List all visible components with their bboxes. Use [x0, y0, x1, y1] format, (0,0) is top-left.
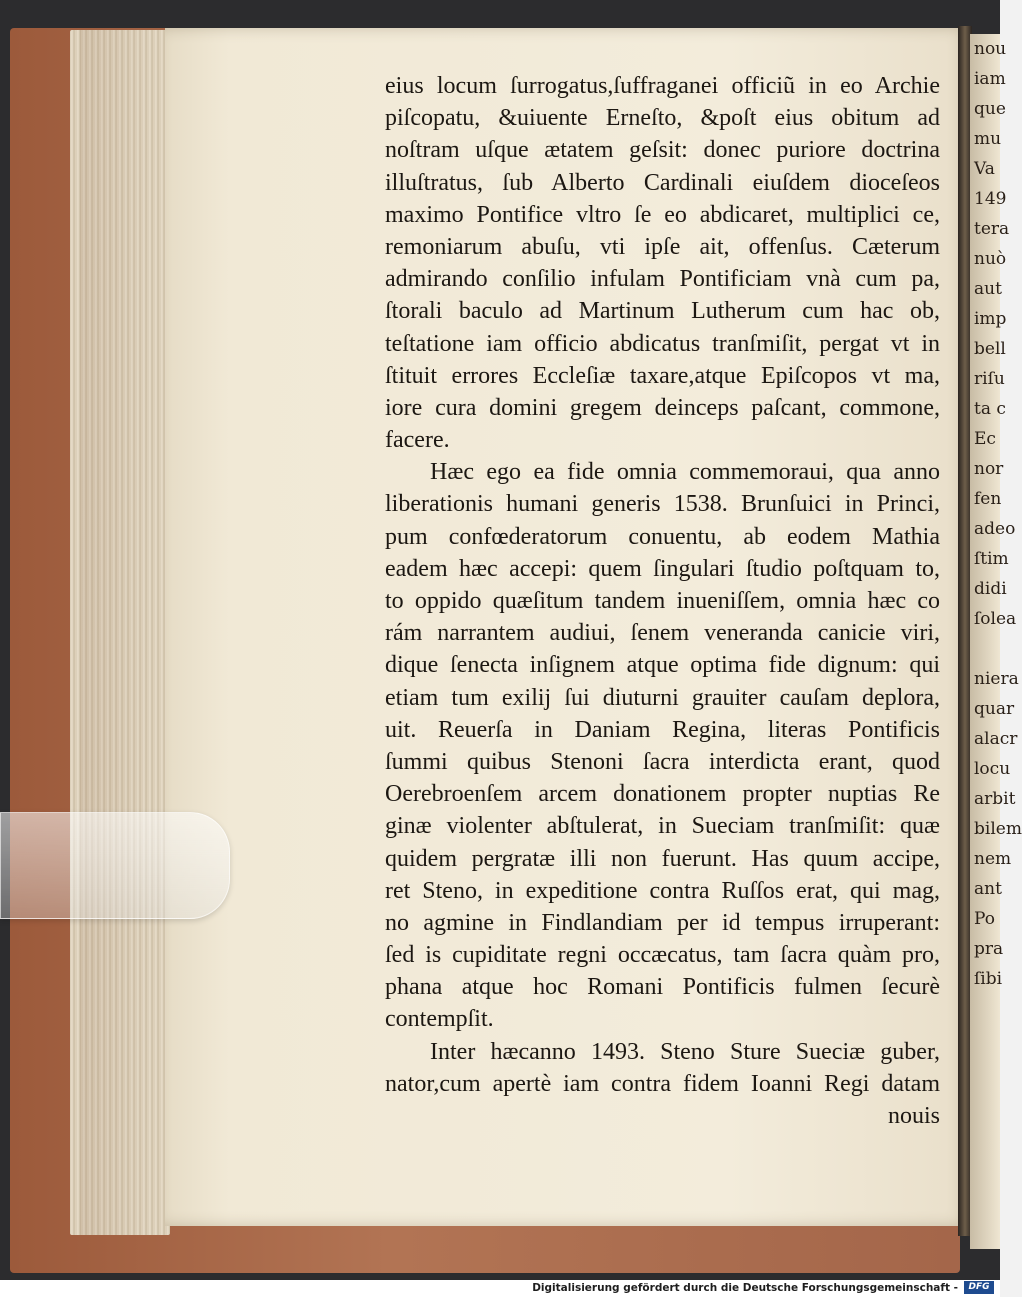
text-line: facere. — [385, 427, 450, 454]
right-page-fragment: ſolea — [974, 609, 1017, 629]
right-page-fragment: imp — [974, 309, 1007, 329]
text-line: liberationis humani generis 1538. Brunſuici in Princi, — [385, 491, 940, 518]
right-page-fragment: tera — [974, 219, 1010, 239]
right-page-fragment: fen — [974, 489, 1002, 509]
text-line: remoniarum abuſu, vti ipſe ait, offenſus. Cæterum — [385, 233, 940, 260]
text-line: ſtituit errores Eccleſiæ taxare,atque Epiſcopos vt ma, — [385, 362, 940, 389]
right-page-fragment: Ec — [974, 429, 996, 449]
text-line: quidem pergratæ illi non fuerunt. Has quum accipe, — [385, 845, 940, 872]
right-page-fragment: ſtim — [974, 549, 1009, 569]
text-line: maximo Pontifice vltro ſe eo abdicaret, multiplici ce, — [385, 201, 940, 228]
text-line: ſed is cupiditate regni occæcatus, tam ſacra quàm pro, — [385, 942, 940, 969]
right-page-fragment: bell — [974, 339, 1006, 359]
right-page-fragment: riſu — [974, 369, 1005, 389]
right-page-fragment: iam — [974, 69, 1006, 89]
dfg-logo: DFG — [964, 1281, 994, 1294]
right-page-fragment: nem — [974, 849, 1012, 869]
right-page-fragment: 149 — [974, 189, 1007, 209]
right-page-fragment: que — [974, 99, 1006, 119]
text-line: etiam tum exilij ſui diuturni grauiter cauſam deplora, — [385, 684, 940, 711]
footer-credit: Digitalisierung gefördert durch die Deutsche Forschungsgemeinschaft - — [532, 1282, 958, 1294]
text-line: ret Steno, in expeditione contra Ruſſos erat, qui mag, — [385, 877, 940, 904]
text-line: rám narrantem audiui, ſenem veneranda canicie viri, — [385, 620, 940, 647]
text-line: admirando conſilio infulam Pontificiam vnà cum pa, — [385, 266, 940, 293]
text-line: teſtatione iam officio abdicatus tranſmiſit, pergat vt in — [385, 330, 940, 357]
text-line: phana atque hoc Romani Pontificis fulmen ſecurè — [385, 974, 940, 1001]
right-page-fragment: mu — [974, 129, 1002, 149]
right-page-fragment: ta c — [974, 399, 1006, 419]
right-page-fragment: pra — [974, 939, 1004, 959]
text-line: eadem hæc accepi: quem ſingulari ſtudio poſtquam to, — [385, 555, 940, 582]
page-clip — [0, 812, 230, 919]
text-line: Oerebroenſem arcem donationem propter nuptias Re — [385, 781, 940, 808]
right-page-fragment: aut — [974, 279, 1002, 299]
right-page-fragment: nuò — [974, 249, 1007, 269]
text-line: piſcopatu, &uiuente Erneſto, &poſt eius obitum ad — [385, 105, 940, 132]
right-page-fragment: alacr — [974, 729, 1018, 749]
text-line: dique ſenecta inſignem atque optima fide dignum: qui — [385, 652, 940, 679]
text-line: ſtorali baculo ad Martinum Lutherum cum hac ob, — [385, 298, 940, 325]
text-line: ginæ violenter abſtulerat, in Sueciam tranſmiſit: quæ — [385, 813, 940, 840]
right-page-fragment: ant — [974, 879, 1002, 899]
text-line: nator,cum apertè iam contra fidem Ioanni Regi datam — [385, 1070, 940, 1097]
catchword: nouis — [887, 1103, 940, 1129]
text-line: Hæc ego ea fide omnia commemoraui, qua anno — [430, 459, 940, 486]
text-line: uit. Reuerſa in Daniam Regina, literas Pontificis — [385, 716, 940, 743]
right-page-fragment: nor — [974, 459, 1004, 479]
text-line: eius locum ſurrogatus,ſuffraganei officiũ in eo Archie — [385, 73, 940, 99]
page-text-block — [385, 70, 940, 1132]
right-page-fragment — [970, 634, 1000, 664]
text-line: iore cura domini gregem deinceps paſcant, commone, — [385, 394, 940, 421]
text-line: pum confœderatorum conuentu, ab eodem Mathia — [385, 523, 940, 550]
right-page-fragment: adeo — [974, 519, 1016, 539]
right-page-fragment: ſibi — [974, 969, 1003, 989]
text-line: illuſtratus, ſub Alberto Cardinali eiuſdem dioceſeos — [385, 169, 940, 196]
page-stack-edge — [70, 30, 170, 1235]
text-line: ſummi quibus Stenoni ſacra interdicta erant, quod — [385, 748, 940, 775]
right-page-fragment: Po — [974, 909, 995, 929]
right-page-fragment: didi — [974, 579, 1007, 599]
right-page-fragment: quar — [974, 699, 1015, 719]
right-page-fragment: locu — [974, 759, 1011, 779]
right-page-fragment: arbit — [974, 789, 1016, 809]
right-page-edge — [970, 34, 1022, 1249]
right-page-fragment: nou — [974, 39, 1007, 59]
right-page-fragment: niera — [974, 669, 1019, 689]
text-line: contempſit. — [385, 1006, 494, 1033]
right-page-fragment: Va — [974, 159, 995, 179]
text-line: Inter hæcanno 1493. Steno Sture Sueciæ guber, — [430, 1038, 940, 1065]
right-page-fragment: bilem — [974, 819, 1022, 839]
text-line: no agmine in Findlandiam per id tempus irruperant: — [385, 909, 940, 936]
text-line: noſtram uſque ætatem geſsit: donec puriore doctrina — [385, 137, 940, 164]
text-line: to oppido quæſitum tandem inueniſſem, omnia hæc co — [385, 588, 940, 614]
